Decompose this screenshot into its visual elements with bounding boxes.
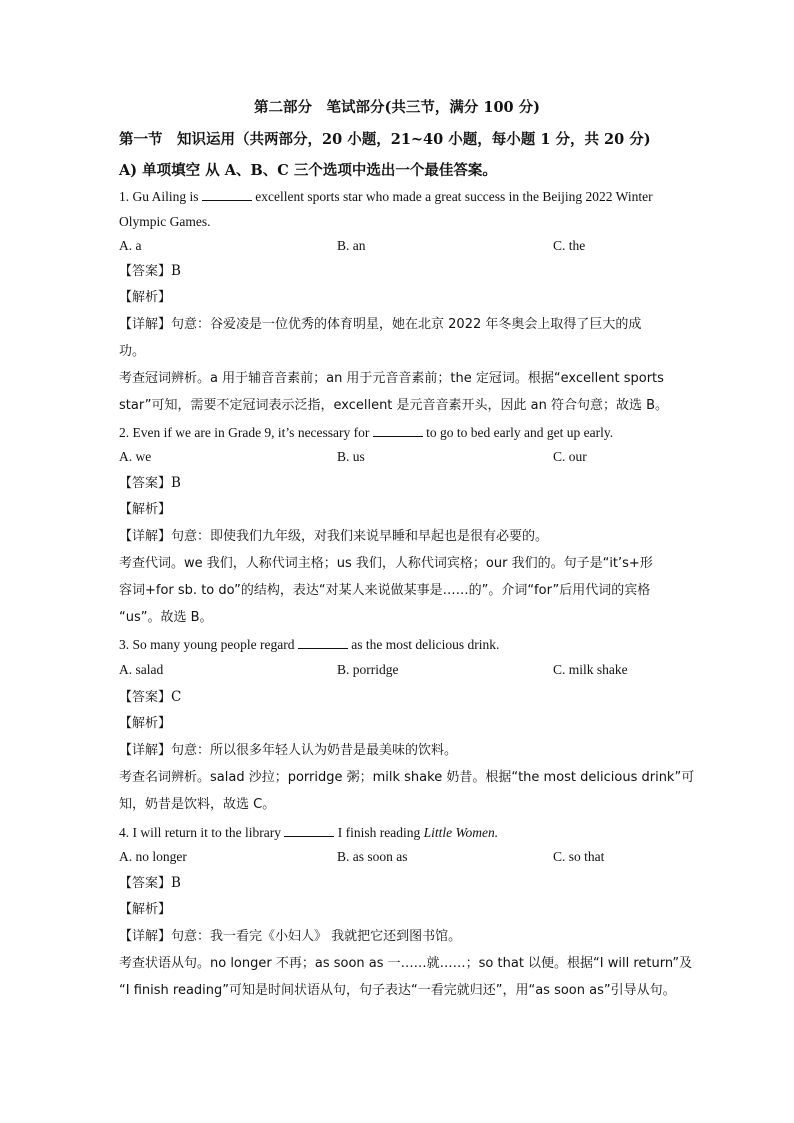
analysis-tag: 【解析】 xyxy=(119,716,172,731)
option-a: A. we xyxy=(119,449,152,464)
detail-line xyxy=(119,526,679,548)
detail-text: 句意：即使我们九年级，对我们来说早睡和早起也是很有必要的。 xyxy=(171,529,549,544)
answer-value: B xyxy=(171,875,181,891)
explain-line: 考查名词辨析。salad 沙拉；porridge 粥；milk shake 奶昔。根据“the most delicious drink”可 xyxy=(119,770,695,785)
section-title: 第一节 知识运用（共两部分，20 小题，21~40 小题，每小题 1 分，共 20 分) xyxy=(119,131,651,148)
detail-tag: 【详解】 xyxy=(119,317,172,332)
answer-tag: 【答案】 xyxy=(119,690,172,705)
detail-tag: 【详解】 xyxy=(119,529,172,544)
option-b: B. as soon as xyxy=(337,849,408,864)
detail-line xyxy=(119,740,679,762)
stem-text: as the most delicious drink. xyxy=(347,637,500,652)
stem-text: 1. Gu Ailing is xyxy=(119,189,202,204)
option-a: A. a xyxy=(119,238,142,253)
stem-text: excellent sports star who made a great success in the Beijing 2022 Winter xyxy=(251,189,653,204)
option-a: A. no longer xyxy=(119,849,187,864)
sub-title: A) 单项填空 从 A、B、C 三个选项中选出一个最佳答案。 xyxy=(119,162,497,179)
explain-line: 知，奶昔是饮料，故选 C。 xyxy=(119,797,276,812)
question-4-stem xyxy=(119,822,679,844)
answer-blank xyxy=(284,824,334,837)
stem-text: 3. So many young people regard xyxy=(119,637,298,652)
option-c: C. our xyxy=(553,449,587,464)
explain-line: “I finish reading”可知是时间状语从句，句子表达“一看完就归还”，用“as soon as”引导从句。 xyxy=(119,983,676,998)
option-b: B. us xyxy=(337,449,365,464)
analysis-tag: 【解析】 xyxy=(119,502,172,517)
question-1-stem-cont: Olympic Games. xyxy=(119,214,211,229)
answer-value: C xyxy=(171,689,182,705)
stem-text: 2. Even if we are in Grade 9, it’s necessary for xyxy=(119,425,373,440)
detail-text: 句意：所以很多年轻人认为奶昔是最美味的饮料。 xyxy=(171,743,458,758)
detail-line-cont: 功。 xyxy=(119,344,146,359)
detail-text: 句意：我一看完《小妇人》 我就把它还到图书馆。 xyxy=(171,929,462,944)
answer-value: B xyxy=(171,475,181,491)
stem-text: 4. I will return it to the library xyxy=(119,825,285,840)
detail-line xyxy=(119,926,679,948)
option-b: B. porridge xyxy=(337,662,399,677)
explain-line: 考查冠词辨析。a 用于辅音音素前；an 用于元音音素前；the 定冠词。根据“excellent sports xyxy=(119,371,664,386)
answer-line xyxy=(119,260,679,283)
option-c: C. milk shake xyxy=(553,662,628,677)
stem-text: to go to bed early and get up early. xyxy=(422,425,614,440)
stem-text: I finish reading xyxy=(334,825,424,840)
answer-tag: 【答案】 xyxy=(119,876,172,891)
analysis-tag: 【解析】 xyxy=(119,290,172,305)
explain-line: 考查代词。we 我们，人称代词主格；us 我们，人称代词宾格；our 我们的。句子是“it’s+形 xyxy=(119,556,653,571)
detail-line xyxy=(119,314,679,336)
answer-line xyxy=(119,472,679,495)
question-2-stem xyxy=(119,422,679,444)
answer-line xyxy=(119,872,679,895)
answer-blank xyxy=(202,188,252,201)
answer-tag: 【答案】 xyxy=(119,264,172,279)
answer-value: B xyxy=(171,263,181,279)
option-c: C. so that xyxy=(553,849,605,864)
answer-blank xyxy=(373,424,423,437)
detail-tag: 【详解】 xyxy=(119,929,172,944)
explain-line: “us”。故选 B。 xyxy=(119,610,213,625)
explain-line: star”可知，需要不定冠词表示泛指，excellent 是元音音素开头，因此 an 符合句意；故选 B。 xyxy=(119,398,669,413)
option-a: A. salad xyxy=(119,662,164,677)
explain-line: 容词+for sb. to do”的结构，表达“对某人来说做某事是……的”。介词“for”后用代词的宾格 xyxy=(119,583,651,598)
detail-tag: 【详解】 xyxy=(119,743,172,758)
answer-line xyxy=(119,686,679,709)
question-1-stem xyxy=(119,186,679,208)
question-3-stem xyxy=(119,634,679,656)
answer-blank xyxy=(298,636,348,649)
option-c: C. the xyxy=(553,238,586,253)
part-title: 第二部分 笔试部分(共三节，满分 100 分) xyxy=(253,99,541,116)
book-title: Little Women. xyxy=(423,825,499,840)
answer-tag: 【答案】 xyxy=(119,476,172,491)
detail-text: 句意：谷爱凌是一位优秀的体育明星，她在北京 2022 年冬奥会上取得了巨大的成 xyxy=(171,317,642,332)
explain-line: 考查状语从句。no longer 不再；as soon as 一……就……；so that 以便。根据“I will return”及 xyxy=(119,956,693,971)
option-b: B. an xyxy=(337,238,366,253)
analysis-tag: 【解析】 xyxy=(119,902,172,917)
